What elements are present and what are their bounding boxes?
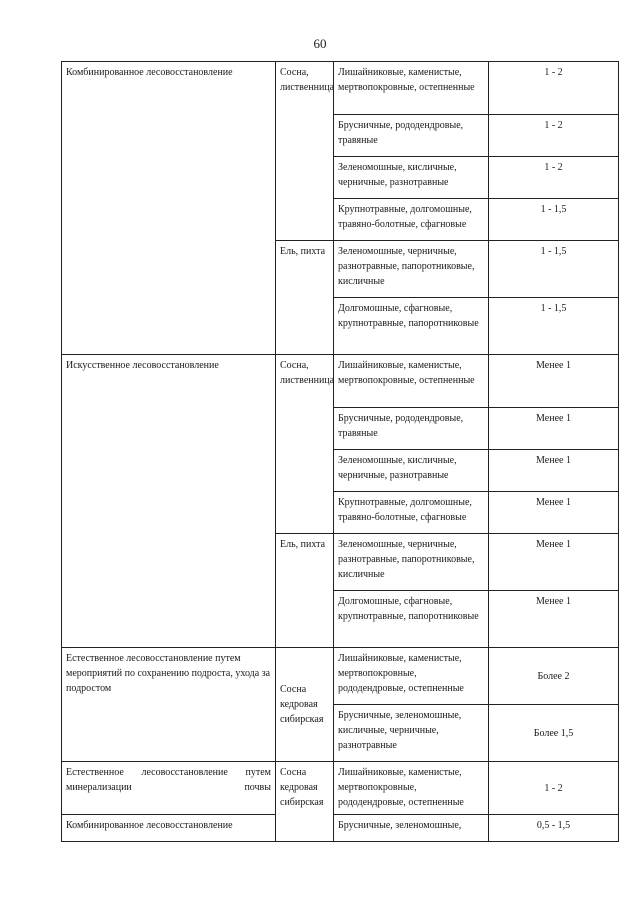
value-cell: Менее 1 <box>489 591 619 648</box>
forest-type-cell: Брусничные, рододендровые, травяные <box>334 408 489 450</box>
forest-type-cell: Долгомошные, сфагновые, крупнотравные, папоротниковые <box>334 298 489 355</box>
forest-type-cell: Крупнотравные, долгомошные, травяно-болотные, сфагновые <box>334 492 489 534</box>
forest-type-cell: Лишайниковые, каменистые, мертвопокровные, остепненные <box>334 62 489 115</box>
forest-type-cell: Долгомошные, сфагновые, крупнотравные, папоротниковые <box>334 591 489 648</box>
value-cell: Более 1,5 <box>489 705 619 762</box>
value-cell: 0,5 - 1,5 <box>489 815 619 842</box>
regeneration-table <box>61 61 619 842</box>
forest-type-cell: Зеленомошные, кисличные, черничные, разнотравные <box>334 157 489 199</box>
forest-type-cell: Брусничные, зеленомошные, кисличные, черничные, разнотравные <box>334 705 489 762</box>
method-cell: Естественное лесовосстановление путем мероприятий по сохранению подроста, ухода за подростом <box>62 648 276 762</box>
species-cell: Сосна, лиственница <box>276 62 334 241</box>
value-cell: 1 - 1,5 <box>489 241 619 298</box>
method-cell: Искусственное лесовосстановление <box>62 355 276 648</box>
forest-type-cell: Брусничные, рододендровые, травяные <box>334 115 489 157</box>
page-number: 60 <box>313 36 327 51</box>
table-row <box>62 762 619 815</box>
species-cell: Сосна, лиственница <box>276 355 334 534</box>
value-cell: Менее 1 <box>489 355 619 408</box>
forest-type-cell: Брусничные, зеленомошные, <box>334 815 489 842</box>
method-cell: Комбинированное лесовосстановление <box>62 62 276 355</box>
table-row <box>62 355 619 408</box>
species-cell: Ель, пихта <box>276 534 334 648</box>
method-cell: Комбинированное лесовосстановление <box>62 815 276 842</box>
forest-type-cell: Лишайниковые, каменистые, мертвопокровные, остепненные <box>334 355 489 408</box>
value-cell: 1 - 1,5 <box>489 199 619 241</box>
value-cell: Менее 1 <box>489 492 619 534</box>
table-row <box>62 648 619 705</box>
species-cell: Ель, пихта <box>276 241 334 355</box>
species-cell: Сосна кедровая сибирская <box>276 648 334 762</box>
value-cell: 1 - 1,5 <box>489 298 619 355</box>
value-cell: 1 - 2 <box>489 157 619 199</box>
method-cell <box>62 762 276 815</box>
value-cell: 1 - 2 <box>489 62 619 115</box>
species-cell: Сосна кедровая сибирская <box>276 762 334 842</box>
forest-type-cell: Зеленомошные, кисличные, черничные, разнотравные <box>334 450 489 492</box>
value-cell: Более 2 <box>489 648 619 705</box>
value-cell: Менее 1 <box>489 408 619 450</box>
value-cell: 1 - 2 <box>489 762 619 815</box>
table-row <box>62 815 619 842</box>
table-row <box>62 62 619 115</box>
value-cell: Менее 1 <box>489 534 619 591</box>
forest-type-cell: Зеленомошные, черничные, разнотравные, папоротниковые, кисличные <box>334 241 489 298</box>
forest-type-cell: Зеленомошные, черничные, разнотравные, папоротниковые, кисличные <box>334 534 489 591</box>
method-text: Естественное лесовосстановление путем минерализации почвы <box>66 767 271 793</box>
value-cell: 1 - 2 <box>489 115 619 157</box>
forest-type-cell: Лишайниковые, каменистые, мертвопокровные, рододендровые, остепненные <box>334 648 489 705</box>
value-cell: Менее 1 <box>489 450 619 492</box>
forest-type-cell: Крупнотравные, долгомошные, травяно-болотные, сфагновые <box>334 199 489 241</box>
forest-type-cell: Лишайниковые, каменистые, мертвопокровные, рододендровые, остепненные <box>334 762 489 815</box>
